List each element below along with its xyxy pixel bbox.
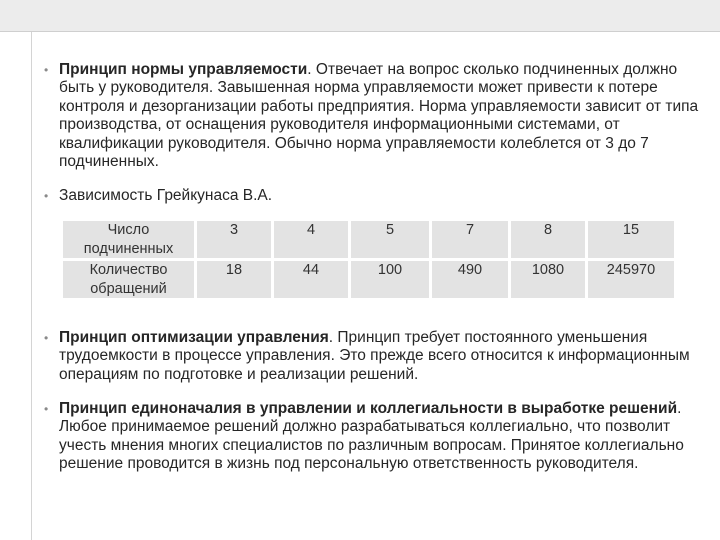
table-cell: 44 (274, 261, 348, 298)
table-row (63, 221, 674, 258)
bullet-title: Принцип нормы управляемости (59, 61, 308, 78)
table-row (63, 261, 674, 298)
table-cell: 7 (432, 221, 508, 258)
table-cell: 8 (511, 221, 585, 258)
table-cell: 490 (432, 261, 508, 298)
table-cell: 245970 (588, 261, 674, 298)
bullet-text: Зависимость Грейкунаса В.А. (59, 187, 273, 204)
row-header-subordinates: Число подчиненных (63, 221, 194, 258)
bullet-marker-icon: • (44, 402, 49, 416)
bullet-text: . Принцип требует постоянного уменьшения трудоемкости в процессе управления. Это прежде всего относится к информационным операциям по подготовке и реализации решений. (59, 329, 690, 383)
left-margin-rule (31, 32, 32, 540)
bullet-optimization (44, 329, 709, 384)
table-cell: 4 (274, 221, 348, 258)
bullet-text: . Любое принимаемое решений должно разрабатываться коллегиально, что позволит учесть мнения многих специалистов по различным вопросам. Принятое коллегиально решение проводится в жизнь под персональную ответственность руководителя. (59, 400, 684, 473)
table-cell: 3 (197, 221, 271, 258)
table-cell: 5 (351, 221, 429, 258)
header-divider (0, 31, 720, 32)
bullet-span-of-control (44, 61, 709, 171)
row-header-requests: Количество обращений (63, 261, 194, 298)
table-cell: 100 (351, 261, 429, 298)
bullet-graicunas (44, 187, 709, 205)
bullet-unity-of-command (44, 400, 709, 474)
table-cell: 18 (197, 261, 271, 298)
table-cell: 15 (588, 221, 674, 258)
graicunas-table (60, 218, 677, 301)
table-cell: 1080 (511, 261, 585, 298)
slide-header-band (0, 0, 720, 31)
bullet-marker-icon: • (44, 63, 49, 77)
bullet-title: Принцип оптимизации управления (59, 329, 329, 346)
bullet-marker-icon: • (44, 331, 49, 345)
bullet-text: . Отвечает на вопрос сколько подчиненных должно быть у руководителя. Завышенная норма управляемости может привести к потере контроля и дезорганизации работы предприятия. Норма управляемости зависит от типа производства, от оснащения руководителя информационными системами, от квалификации руководителя. Обычно норма управляемости колеблется от 3 до 7 подчиненных. (59, 61, 699, 171)
bullet-marker-icon: • (44, 189, 49, 203)
bullet-title: Принцип единоначалия в управлении и коллегиальности в выработке решений (59, 400, 678, 417)
